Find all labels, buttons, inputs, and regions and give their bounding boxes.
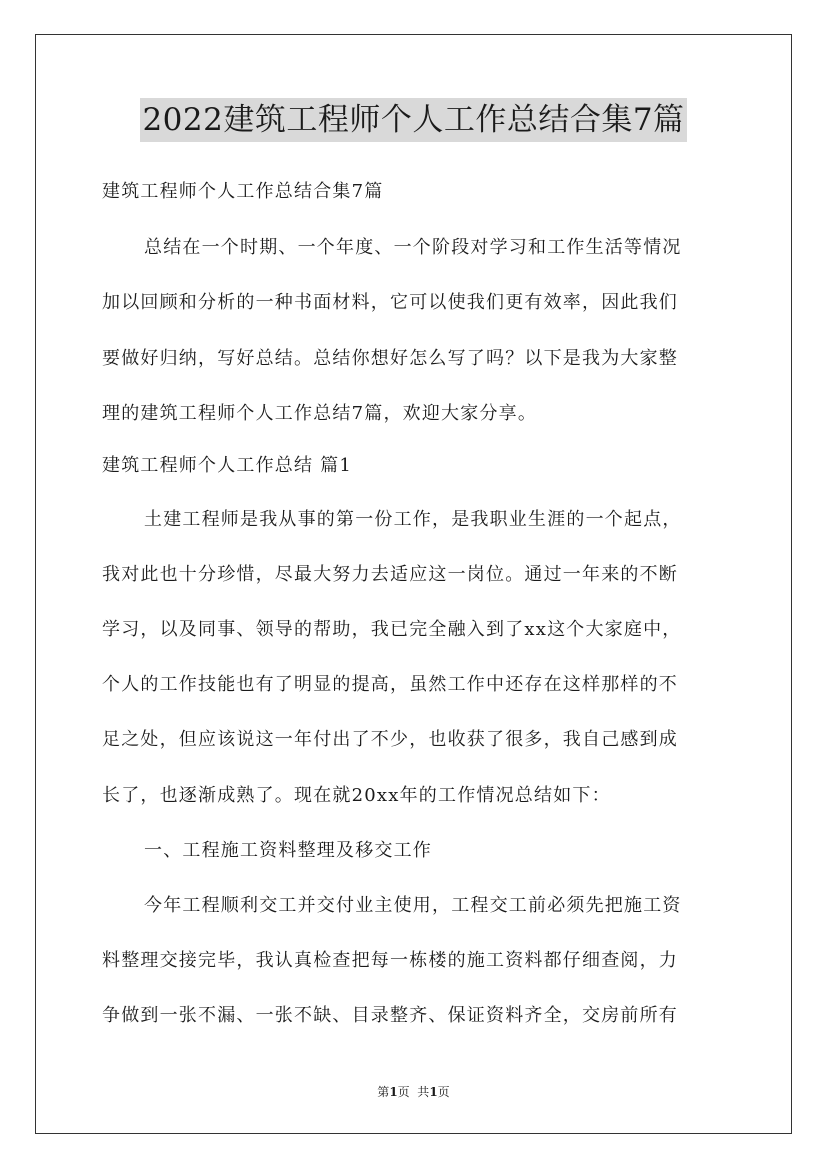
section-heading: 建筑工程师个人工作总结 篇1 xyxy=(102,455,352,476)
footer-page-prefix: 第 xyxy=(377,1085,390,1099)
footer-page-total: 1 xyxy=(429,1085,438,1099)
paragraph-line: 个人的工作技能也有了明显的提高，虽然工作中还存在这样那样的不 xyxy=(102,674,678,695)
paragraph-line: 要做好归纳，写好总结。总结你想好怎么写了吗？以下是我为大家整 xyxy=(102,348,678,369)
document-title: 2022建筑工程师个人工作总结合集7篇 xyxy=(140,98,686,142)
paragraph-line: 总结在一个时期、一个年度、一个阶段对学习和工作生活等情况 xyxy=(144,237,682,258)
paragraph-line: 争做到一张不漏、一张不缺、目录整齐、保证资料齐全，交房前所有 xyxy=(102,1005,678,1026)
footer-page-mid: 页 共 xyxy=(397,1085,430,1099)
footer-page-suffix: 页 xyxy=(437,1085,450,1099)
paragraph-line: 土建工程师是我从事的第一份工作，是我职业生涯的一个起点， xyxy=(144,509,682,530)
title-wrap xyxy=(0,98,827,142)
paragraph-line: 加以回顾和分析的一种书面材料，它可以使我们更有效率，因此我们 xyxy=(102,292,678,313)
paragraph-line: 长了，也逐渐成熟了。现在就20xx年的工作情况总结如下： xyxy=(102,785,611,806)
paragraph-line: 理的建筑工程师个人工作总结7篇，欢迎大家分享。 xyxy=(102,403,538,424)
paragraph-line: 今年工程顺利交工并交付业主使用，工程交工前必须先把施工资 xyxy=(144,895,682,916)
paragraph-line: 我对此也十分珍惜，尽最大努力去适应这一岗位。通过一年来的不断 xyxy=(102,564,678,585)
footer-page-number: 1 xyxy=(389,1085,398,1099)
paragraph-line: 料整理交接完毕，我认真检查把每一栋楼的施工资料都仔细查阅，力 xyxy=(102,950,678,971)
paragraph-line: 足之处，但应该说这一年付出了不少，也收获了很多，我自己感到成 xyxy=(102,729,678,750)
paragraph-line: 学习，以及同事、领导的帮助，我已完全融入到了xx这个大家庭中， xyxy=(102,619,682,640)
page-footer xyxy=(0,1083,827,1100)
subtitle-line: 建筑工程师个人工作总结合集7篇 xyxy=(102,181,384,202)
subsection-heading: 一、工程施工资料整理及移交工作 xyxy=(144,840,432,861)
